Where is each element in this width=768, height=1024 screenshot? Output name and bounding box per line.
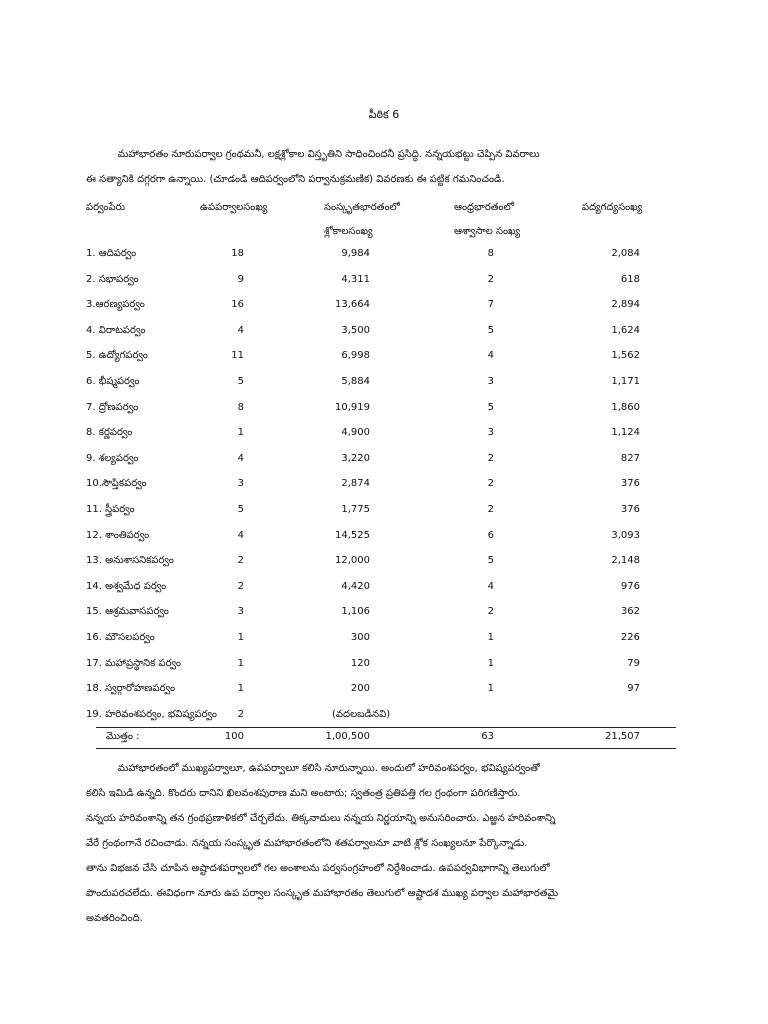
header-padya-gadya-count: పద్యగద్యసంఖ్య xyxy=(582,202,643,213)
sloka-count: 300 xyxy=(350,631,370,643)
padya-gadya-count: 1,624 xyxy=(611,324,640,336)
padya-gadya-count: 362 xyxy=(620,606,640,618)
upaparva-count: 4 xyxy=(237,452,244,464)
upaparva-count: 9 xyxy=(237,273,244,285)
sloka-count: 13,664 xyxy=(335,299,370,311)
padya-gadya-count: 827 xyxy=(620,452,640,464)
sloka-count: 3,500 xyxy=(341,324,370,336)
intro-line: మహాభారతం నూరుపర్వాల గ్రంథమనీ, లక్షశ్లోకాల విస్తృతిని సాధించిందనీ ప్రసిద్ధి. నన్నయభట్టు చెప్పిన వివరాలు xyxy=(86,149,540,160)
upaparva-count: 1 xyxy=(237,631,244,643)
total-padya: 21,507 xyxy=(605,731,640,742)
total-bottom-rule xyxy=(96,748,676,749)
upaparva-count: 1 xyxy=(237,657,244,669)
sloka-count: 10,919 xyxy=(335,401,370,413)
parva-name: 5. ఉద్యోగపర్వం xyxy=(86,350,148,362)
sloka-count: 5,884 xyxy=(341,375,370,387)
asvasa-count: 5 xyxy=(487,555,494,567)
asvasa-count: 3 xyxy=(487,375,494,387)
parva-name: 14. అశ్వమేధ పర్వం xyxy=(86,580,167,592)
table-row xyxy=(0,599,768,625)
padya-gadya-count: 2,084 xyxy=(611,248,640,259)
header-line: ఆశ్వాసాల సంఖ్య xyxy=(454,226,521,237)
asvasa-count: 5 xyxy=(487,401,494,413)
sloka-count: 4,420 xyxy=(341,580,370,592)
upaparva-count: 18 xyxy=(231,248,244,259)
parva-name: 16. మౌసలపర్వం xyxy=(86,631,155,643)
asvasa-count: 4 xyxy=(487,580,494,592)
table-row xyxy=(0,241,768,267)
parva-name: 6. భీష్మపర్వం xyxy=(86,375,140,387)
padya-gadya-count: 2,148 xyxy=(611,555,640,567)
upaparva-count: 11 xyxy=(231,350,244,362)
asvasa-count: 1 xyxy=(487,631,494,643)
parva-name: 18. స్వర్గారోహణపర్వం xyxy=(86,683,176,695)
total-label: మొత్తం : xyxy=(106,731,140,742)
sloka-count: 9,984 xyxy=(341,248,370,259)
upaparva-count: 4 xyxy=(237,529,244,541)
asvasa-count: 3 xyxy=(487,427,494,439)
padya-gadya-count: 1,562 xyxy=(611,350,640,362)
padya-gadya-count: 1,124 xyxy=(611,427,640,439)
table-row xyxy=(0,369,768,395)
total-upaparva: 100 xyxy=(224,731,244,742)
asvasa-count: 2 xyxy=(487,503,494,515)
closing-line: అవతరించింది. xyxy=(86,913,143,924)
table-row xyxy=(0,471,768,497)
header-upaparva-count: ఉపపర్వాలసంఖ్య xyxy=(200,202,268,213)
parva-name: 11. స్త్రీపర్వం xyxy=(86,503,135,515)
table-body xyxy=(0,241,768,727)
parva-name: 3.ఆరణ్యపర్వం xyxy=(86,299,145,311)
header-line: సంస్కృతభారతంలో xyxy=(324,202,400,213)
upaparva-count: 1 xyxy=(237,427,244,439)
padya-gadya-count: 976 xyxy=(620,580,640,592)
parva-name: 8. కర్ణపర్వం xyxy=(86,427,133,439)
parva-name: 2. సభాపర్వం xyxy=(86,273,139,285)
padya-gadya-count: 3,093 xyxy=(611,529,640,541)
closing-line: కలిసి ఇమిడి ఉన్నది. కొందరు దానిని ఖిలవంశపురాణ మని అంటారు; స్వతంత్ర ప్రతిపత్తి గల గ్రంథంగా పరిగణిస్తారు. xyxy=(86,788,521,799)
parva-name: 17. మహాప్రస్థానిక పర్వం xyxy=(86,657,181,669)
sloka-count: 1,775 xyxy=(341,503,370,515)
header-line: శ్లోకాలసంఖ్య xyxy=(324,226,373,237)
parva-name: 9. శల్యపర్వం xyxy=(86,452,139,464)
header-line: ఆంధ్రభారతంలో xyxy=(454,202,514,213)
table-row xyxy=(0,446,768,472)
table-row xyxy=(0,676,768,702)
table-row xyxy=(0,318,768,344)
upaparva-count: 5 xyxy=(237,375,244,387)
table-row xyxy=(0,548,768,574)
sloka-count: 120 xyxy=(350,657,370,669)
asvasa-count: 2 xyxy=(487,606,494,618)
page-title: పీఠిక 6 xyxy=(368,108,400,121)
parva-name: 10.సౌప్తికపర్వం xyxy=(86,478,147,490)
upaparva-count: 16 xyxy=(231,299,244,311)
header-parva-name: పర్వంపేరు xyxy=(86,202,125,213)
upaparva-count: 2 xyxy=(237,580,244,592)
padya-gadya-count: 618 xyxy=(620,273,640,285)
header-sanskrit-sloka-count xyxy=(324,196,400,244)
parva-name: 7. ద్రోణపర్వం xyxy=(86,401,139,413)
asvasa-count: 2 xyxy=(487,452,494,464)
parva-name: 13. అనుశాసనికపర్వం xyxy=(86,555,174,567)
sloka-count: 14,525 xyxy=(335,529,370,541)
asvasa-count: 4 xyxy=(487,350,494,362)
closing-line: పొందుపరచలేదు. ఈవిధంగా నూరు ఉప పర్వాల సంస్కృత మహాభారతం తెలుగులో అష్టాదశ ముఖ్య పర్వాల మహాభారతమై xyxy=(86,888,559,899)
closing-line: మహాభారతంలో ముఖ్యపర్వాలూ, ఉపపర్వాలూ కలిసి నూరున్నాయి. అందులో హరివంశపర్వం, భవిష్యపర్వంతో xyxy=(86,763,540,774)
padya-gadya-count: 2,894 xyxy=(611,299,640,311)
parva-name: 12. శాంతిపర్వం xyxy=(86,529,150,541)
table-row xyxy=(0,625,768,651)
padya-gadya-count: 226 xyxy=(620,631,640,643)
closing-line: నన్నయ హరివంశాన్ని తన గ్రంథప్రణాళికలో చేర్చలేదు. తిక్కనాదులు నన్నయ నిర్ణయాన్ని అనుసరించారు. ఎఱ్ఱన హరివంశాన్ని xyxy=(86,813,556,824)
sloka-count: 1,106 xyxy=(341,606,370,618)
closing-paragraph xyxy=(86,756,678,931)
asvasa-count: 8 xyxy=(487,248,494,259)
table-row xyxy=(0,574,768,600)
parva-name: 19. హరివంశపర్వం, భవిష్యపర్వం xyxy=(86,708,217,720)
total-sloka: 1,00,500 xyxy=(325,731,370,742)
table-row xyxy=(0,420,768,446)
sloka-count: 200 xyxy=(350,683,370,695)
upaparva-count: 8 xyxy=(237,401,244,413)
parva-name: 1. ఆదిపర్వం xyxy=(86,248,137,259)
asvasa-count: 7 xyxy=(487,299,494,311)
parva-name: 4. విరాటపర్వం xyxy=(86,324,146,336)
upaparva-count: 1 xyxy=(237,683,244,695)
table-row xyxy=(0,395,768,421)
padya-gadya-count: 1,171 xyxy=(611,375,640,387)
asvasa-count: 1 xyxy=(487,683,494,695)
upaparva-count: 3 xyxy=(237,478,244,490)
asvasa-count: 1 xyxy=(487,657,494,669)
padya-gadya-count: 97 xyxy=(627,683,640,695)
padya-gadya-count: 376 xyxy=(620,503,640,515)
asvasa-count: 2 xyxy=(487,273,494,285)
table-row xyxy=(0,343,768,369)
sloka-count: 4,900 xyxy=(341,427,370,439)
upaparva-count: 4 xyxy=(237,324,244,336)
omitted-note: (వదలబడినవి) xyxy=(332,708,391,720)
table-row xyxy=(0,267,768,293)
sloka-count: 4,311 xyxy=(341,273,370,285)
intro-paragraph xyxy=(86,142,678,192)
sloka-count: 6,998 xyxy=(341,350,370,362)
upaparva-count: 2 xyxy=(237,555,244,567)
asvasa-count: 6 xyxy=(487,529,494,541)
closing-line: తాను విభజన చేసి చూపిన అష్టాదశపర్వాలలో గల అంశాలను పర్వసంగ్రహంలో నిర్దేశించాడు. ఉపపర్వవిభాగాన్ని తెలుగులో xyxy=(86,863,550,874)
padya-gadya-count: 376 xyxy=(620,478,640,490)
upaparva-count: 3 xyxy=(237,606,244,618)
total-asvasa: 63 xyxy=(481,731,494,742)
intro-line: ఈ సత్యానికి దగ్గరగా ఉన్నాయి. (చూడండి ఆదిపర్వంలోని పర్వానుక్రమణిక) వివరణకు ఈ పట్టిక గమనించండి. xyxy=(86,174,505,185)
table-row xyxy=(0,292,768,318)
upaparva-count: 5 xyxy=(237,503,244,515)
upaparva-count: 2 xyxy=(237,708,244,720)
sloka-count: 2,874 xyxy=(341,478,370,490)
table-row xyxy=(0,497,768,523)
table-row xyxy=(0,651,768,677)
padya-gadya-count: 1,860 xyxy=(611,401,640,413)
asvasa-count: 5 xyxy=(487,324,494,336)
closing-line: వేరే గ్రంథంగానే రచించాడు. నన్నయ సంస్కృత మహాభారతంలోని శతపర్వాలనూ వాటి శ్లోక సంఖ్యలనూ పేర్కొన్నాడు. xyxy=(86,838,528,849)
padya-gadya-count: 79 xyxy=(627,657,640,669)
header-telugu-asvasa-count xyxy=(454,196,520,244)
sloka-count: 12,000 xyxy=(335,555,370,567)
total-row xyxy=(0,726,768,748)
asvasa-count: 2 xyxy=(487,478,494,490)
table-row xyxy=(0,702,768,728)
table-row xyxy=(0,523,768,549)
sloka-count: 3,220 xyxy=(341,452,370,464)
parva-name: 15. ఆశ్రమవాసపర్వం xyxy=(86,606,169,618)
